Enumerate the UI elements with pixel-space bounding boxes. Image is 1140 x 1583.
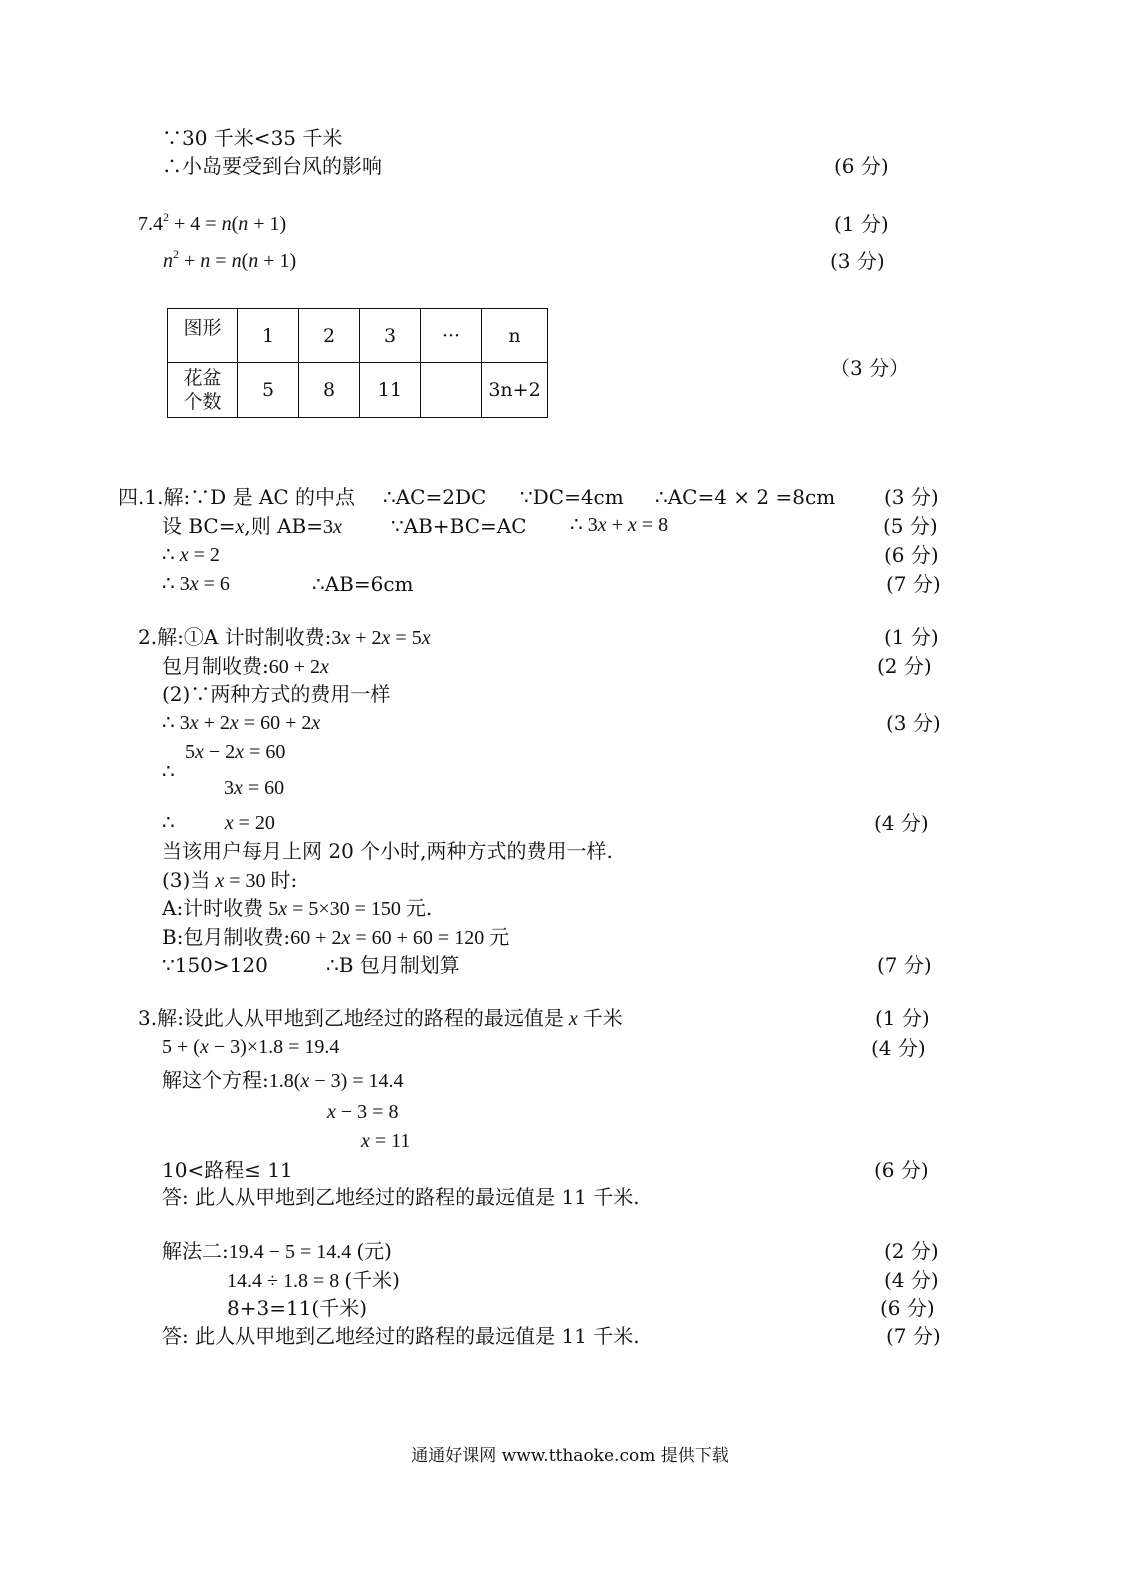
line-conclusion: ∴小岛要受到台风的影响 <box>162 154 382 178</box>
score: (4 分) <box>874 811 929 835</box>
score: (1 分) <box>884 625 939 649</box>
q2-line12a: ∵150>120 <box>162 953 268 977</box>
q2-line11: B:包月制收费:60 + 2x = 60 + 60 = 120 元 <box>162 925 510 949</box>
score: (3 分) <box>886 711 941 735</box>
line-distance-compare: ∵30 千米<35 千米 <box>162 126 343 150</box>
footer-source: 通通好课网 www.tthaoke.com 提供下载 <box>411 1446 729 1466</box>
q2-line9: (3)当 x = 30 时: <box>162 868 298 892</box>
table-cell: ··· <box>421 309 482 363</box>
score: （3 分） <box>830 356 910 380</box>
q3-line5: x = 11 <box>361 1130 411 1152</box>
q1-line4b: ∴AB=6cm <box>312 572 414 596</box>
table-cell: 3 <box>360 309 421 363</box>
score: (6 分) <box>884 543 939 567</box>
table-cell: n <box>482 309 548 363</box>
q1-line1d: ∴AC=4 × 2 =8cm <box>655 485 836 509</box>
q2-line3: (2)∵两种方式的费用一样 <box>162 682 391 706</box>
formula-line-7a: $7.4^2 + 4 = n(n + 1)$ <box>138 210 287 235</box>
q3-method2-line2: 14.4 ÷ 1.8 = 8 (千米) <box>227 1268 400 1292</box>
score: (4 分) <box>871 1036 926 1060</box>
q3-method2-line3: 8+3=11(千米) <box>227 1296 368 1320</box>
table-cell: 11 <box>360 363 421 418</box>
score: (4 分) <box>884 1268 939 1292</box>
score: (5 分) <box>883 514 938 538</box>
therefore-symbol: ∴ <box>162 761 175 783</box>
q3-line2: 5 + (x − 3)×1.8 = 19.4 <box>162 1036 340 1058</box>
q3-method2-line1: 解法二:19.4 − 5 = 14.4 (元) <box>162 1239 392 1263</box>
score: (6 分) <box>880 1296 935 1320</box>
table-cell: 图形 <box>168 309 238 363</box>
table-cell: 3n+2 <box>482 363 548 418</box>
table-cell: 花盆个数 <box>168 363 238 418</box>
q1-line3: ∴ x = 2 <box>162 544 220 566</box>
q2-line10: A:计时收费 5x = 5×30 = 150 元. <box>162 896 433 920</box>
table-cell: 1 <box>238 309 299 363</box>
score: (2 分) <box>877 654 932 678</box>
score: (7 分) <box>886 1324 941 1348</box>
q1-equation: ∴ 3x + x = 8 <box>570 514 669 536</box>
table-row <box>168 309 548 363</box>
q2-line5: 5x − 2x = 60 <box>185 741 286 763</box>
score: (6 分) <box>874 1158 929 1182</box>
table-cell: 8 <box>299 363 360 418</box>
table-cell: 5 <box>238 363 299 418</box>
score: (7 分) <box>886 572 941 596</box>
q3-line1: 3.解:设此人从甲地到乙地经过的路程的最远值是 x 千米 <box>138 1006 623 1030</box>
q1-line1b: ∴AC=2DC <box>383 485 487 509</box>
q3-line6: 10<路程≤ 11 <box>162 1158 293 1182</box>
q2-line4: ∴ 3x + 2x = 60 + 2x <box>162 712 321 734</box>
pattern-table <box>167 308 548 418</box>
table-row <box>168 363 548 418</box>
score: (7 分) <box>877 953 932 977</box>
score: (2 分) <box>884 1239 939 1263</box>
q3-answer: 答: 此人从甲地到乙地经过的路程的最远值是 11 千米. <box>162 1185 640 1209</box>
score: (3 分) <box>830 249 885 273</box>
score: (1 分) <box>875 1006 930 1030</box>
q1-line1c: ∵DC=4cm <box>520 485 624 509</box>
q1-line1a: 四.1.解:∵D 是 AC 的中点 <box>118 485 356 509</box>
q2-line8: 当该用户每月上网 20 个小时,两种方式的费用一样. <box>162 839 613 863</box>
q3-line3: 解这个方程:1.8(x − 3) = 14.4 <box>162 1068 404 1092</box>
score: (1 分) <box>834 212 889 236</box>
q2-line6: 3x = 60 <box>224 777 285 799</box>
q2-line12b: ∴B 包月制划算 <box>326 953 460 977</box>
score: (6 分) <box>834 154 889 178</box>
q1-line2c: ∵AB+BC=AC <box>391 514 527 538</box>
q2-line1: 2.解:①A 计时制收费:3x + 2x = 5x <box>138 625 431 649</box>
q1-line2: 设 BC=x,则 AB=3x <box>162 514 342 538</box>
table-cell: 2 <box>299 309 360 363</box>
q2-line7: ∴ x = 20 <box>162 812 275 834</box>
q2-line2: 包月制收费:60 + 2x <box>162 654 329 678</box>
q3-line4: x − 3 = 8 <box>327 1101 399 1123</box>
formula-line-7b: $n^2 + n = n(n + 1)$ <box>163 247 297 272</box>
q3-answer-2: 答: 此人从甲地到乙地经过的路程的最远值是 11 千米. <box>162 1324 640 1348</box>
q1-line4: ∴ 3x = 6 <box>162 573 230 595</box>
score: (3 分) <box>884 485 939 509</box>
table-cell <box>421 363 482 418</box>
